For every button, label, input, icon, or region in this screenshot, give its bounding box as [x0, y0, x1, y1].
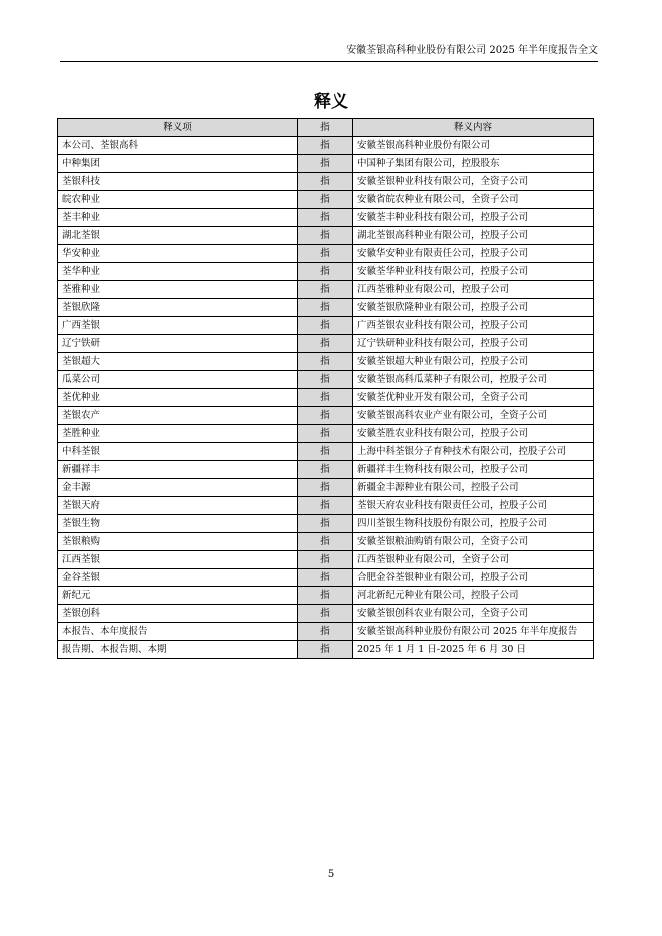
table-row — [58, 551, 594, 569]
definition-refer: 指 — [298, 533, 353, 551]
definition-meaning: 安徽荃银欣隆种业有限公司，控股子公司 — [353, 299, 594, 317]
definition-term: 湖北荃银 — [58, 227, 298, 245]
definition-refer: 指 — [298, 443, 353, 461]
definition-refer: 指 — [298, 299, 353, 317]
table-row — [58, 407, 594, 425]
definition-term: 皖农种业 — [58, 191, 298, 209]
definition-refer: 指 — [298, 587, 353, 605]
definition-refer: 指 — [298, 623, 353, 641]
definition-meaning: 安徽荃银超大种业有限公司，控股子公司 — [353, 353, 594, 371]
table-row — [58, 389, 594, 407]
definition-term: 华安种业 — [58, 245, 298, 263]
definition-refer: 指 — [298, 245, 353, 263]
definition-term: 金丰源 — [58, 479, 298, 497]
definition-meaning: 四川荃银生物科技股份有限公司，控股子公司 — [353, 515, 594, 533]
definition-term: 荃银科技 — [58, 173, 298, 191]
definition-term: 广西荃银 — [58, 317, 298, 335]
definition-refer: 指 — [298, 569, 353, 587]
definition-meaning: 广西荃银农业科技有限公司，控股子公司 — [353, 317, 594, 335]
page-number: 5 — [327, 869, 335, 880]
table-row — [58, 191, 594, 209]
definition-refer: 指 — [298, 515, 353, 533]
definition-refer: 指 — [298, 371, 353, 389]
definition-meaning: 安徽荃华种业科技有限公司，控股子公司 — [353, 263, 594, 281]
page-title: 释义 — [314, 92, 348, 112]
definitions-table-body — [58, 137, 594, 659]
definition-meaning: 中国种子集团有限公司，控股股东 — [353, 155, 594, 173]
table-row — [58, 461, 594, 479]
definition-meaning: 安徽荃银高科种业股份有限公司 2025 年半年度报告 — [353, 623, 594, 641]
definition-meaning: 安徽荃丰种业科技有限公司，控股子公司 — [353, 209, 594, 227]
table-row — [58, 569, 594, 587]
definition-refer: 指 — [298, 281, 353, 299]
definition-meaning: 安徽荃银创科农业有限公司，全资子公司 — [353, 605, 594, 623]
definition-meaning: 合肥金谷荃银种业有限公司，控股子公司 — [353, 569, 594, 587]
definition-term: 荃雅种业 — [58, 281, 298, 299]
definition-refer: 指 — [298, 425, 353, 443]
definition-meaning: 辽宁铁研种业科技有限公司，控股子公司 — [353, 335, 594, 353]
definition-meaning: 安徽荃银高科种业股份有限公司 — [353, 137, 594, 155]
definition-term: 本报告、本年度报告 — [58, 623, 298, 641]
definition-term: 荃银欣隆 — [58, 299, 298, 317]
definition-meaning: 2025 年 1 月 1 日-2025 年 6 月 30 日 — [353, 641, 594, 659]
definition-meaning: 安徽华安种业有限责任公司，控股子公司 — [353, 245, 594, 263]
definition-term: 金谷荃银 — [58, 569, 298, 587]
definition-meaning: 江西荃雅种业有限公司，控股子公司 — [353, 281, 594, 299]
definition-term: 报告期、本报告期、本期 — [58, 641, 298, 659]
definition-meaning: 安徽荃银粮油购销有限公司，全资子公司 — [353, 533, 594, 551]
table-row — [58, 173, 594, 191]
definition-term: 江西荃银 — [58, 551, 298, 569]
table-row — [58, 515, 594, 533]
definition-refer: 指 — [298, 353, 353, 371]
definition-meaning: 安徽荃胜农业科技有限公司，控股子公司 — [353, 425, 594, 443]
definition-term: 中科荃银 — [58, 443, 298, 461]
definition-term: 新纪元 — [58, 587, 298, 605]
table-row — [58, 479, 594, 497]
definition-refer: 指 — [298, 497, 353, 515]
definition-meaning: 江西荃银种业有限公司，全资子公司 — [353, 551, 594, 569]
definitions-table — [57, 118, 594, 659]
definition-meaning: 安徽荃银高科瓜菜种子有限公司，控股子公司 — [353, 371, 594, 389]
column-header-meaning: 释义内容 — [353, 119, 594, 137]
definition-term: 荃银粮购 — [58, 533, 298, 551]
table-row — [58, 533, 594, 551]
definition-refer: 指 — [298, 191, 353, 209]
definition-meaning: 安徽荃银种业科技有限公司，全资子公司 — [353, 173, 594, 191]
definition-refer: 指 — [298, 461, 353, 479]
column-header-refer: 指 — [298, 119, 353, 137]
table-row — [58, 317, 594, 335]
table-row — [58, 227, 594, 245]
column-header-term: 释义项 — [58, 119, 298, 137]
definition-refer: 指 — [298, 155, 353, 173]
table-row — [58, 263, 594, 281]
definition-term: 荃银生物 — [58, 515, 298, 533]
table-row — [58, 137, 594, 155]
table-row — [58, 605, 594, 623]
table-header-row — [58, 119, 594, 137]
definition-term: 荃华种业 — [58, 263, 298, 281]
page-header: 安徽荃银高科种业股份有限公司 2025 年半年度报告全文 — [346, 45, 598, 56]
definition-meaning: 荃银天府农业科技有限责任公司，控股子公司 — [353, 497, 594, 515]
table-row — [58, 335, 594, 353]
definition-refer: 指 — [298, 641, 353, 659]
definition-refer: 指 — [298, 209, 353, 227]
definition-refer: 指 — [298, 137, 353, 155]
definition-refer: 指 — [298, 227, 353, 245]
definition-meaning: 新疆金丰源种业有限公司，控股子公司 — [353, 479, 594, 497]
definition-refer: 指 — [298, 479, 353, 497]
definition-meaning: 河北新纪元种业有限公司，控股子公司 — [353, 587, 594, 605]
table-row — [58, 245, 594, 263]
table-row — [58, 623, 594, 641]
definition-refer: 指 — [298, 173, 353, 191]
table-row — [58, 299, 594, 317]
table-row — [58, 425, 594, 443]
definition-refer: 指 — [298, 407, 353, 425]
definition-term: 荃银农产 — [58, 407, 298, 425]
definition-term: 中种集团 — [58, 155, 298, 173]
table-row — [58, 371, 594, 389]
definition-term: 荃银天府 — [58, 497, 298, 515]
definition-term: 瓜菜公司 — [58, 371, 298, 389]
table-row — [58, 641, 594, 659]
definition-term: 荃银创科 — [58, 605, 298, 623]
definition-meaning: 安徽省皖农种业有限公司，全资子公司 — [353, 191, 594, 209]
definition-term: 荃丰种业 — [58, 209, 298, 227]
definition-term: 荃胜种业 — [58, 425, 298, 443]
definition-term: 荃银超大 — [58, 353, 298, 371]
header-divider — [60, 61, 598, 62]
table-row — [58, 353, 594, 371]
definition-meaning: 上海中科荃银分子育种技术有限公司，控股子公司 — [353, 443, 594, 461]
definition-refer: 指 — [298, 317, 353, 335]
definition-refer: 指 — [298, 335, 353, 353]
definition-term: 辽宁铁研 — [58, 335, 298, 353]
table-row — [58, 281, 594, 299]
definition-meaning: 新疆祥丰生物科技有限公司，控股子公司 — [353, 461, 594, 479]
table-row — [58, 443, 594, 461]
table-row — [58, 155, 594, 173]
table-row — [58, 587, 594, 605]
table-row — [58, 209, 594, 227]
definition-refer: 指 — [298, 551, 353, 569]
definition-meaning: 安徽荃优种业开发有限公司，全资子公司 — [353, 389, 594, 407]
definition-meaning: 安徽荃银高科农业产业有限公司，全资子公司 — [353, 407, 594, 425]
definition-refer: 指 — [298, 389, 353, 407]
definition-term: 荃优种业 — [58, 389, 298, 407]
definition-refer: 指 — [298, 605, 353, 623]
definition-term: 新疆祥丰 — [58, 461, 298, 479]
definition-refer: 指 — [298, 263, 353, 281]
table-row — [58, 497, 594, 515]
definition-meaning: 湖北荃银高科种业有限公司，控股子公司 — [353, 227, 594, 245]
definition-term: 本公司、荃银高科 — [58, 137, 298, 155]
